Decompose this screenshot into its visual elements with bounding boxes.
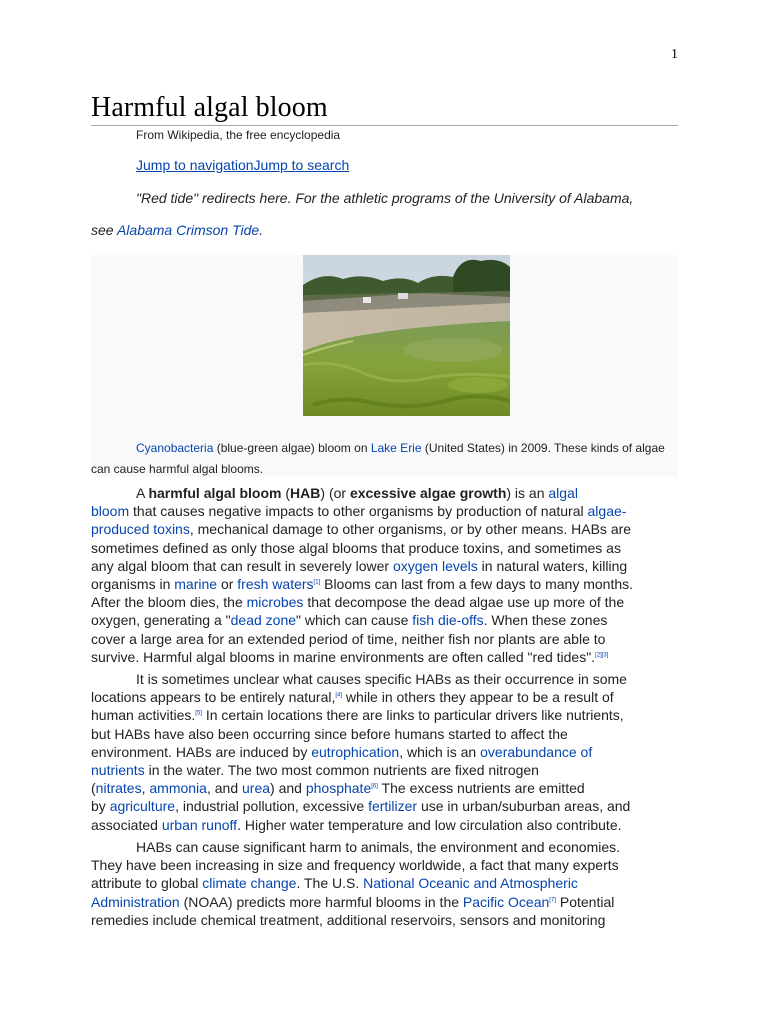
text: environment. HABs are induced by <box>91 743 312 760</box>
eutrophication-link[interactable]: eutrophication <box>311 743 400 760</box>
bold-term: HAB <box>290 485 321 501</box>
text: ( <box>91 780 96 797</box>
fertilizer-link[interactable]: fertilizer <box>368 798 418 815</box>
hatnote-period: . <box>259 222 264 238</box>
text: HABs can cause significant harm to animals, the environment and economies. <box>136 839 621 855</box>
dead-zone-link[interactable]: dead zone <box>230 612 297 629</box>
bold-term: excessive algae growth <box>349 485 507 501</box>
text: The excess nutrients are emitted <box>377 780 585 797</box>
agriculture-link[interactable]: agriculture <box>109 798 176 815</box>
urban-runoff-link[interactable]: urban runoff <box>161 816 238 833</box>
text: locations appears to be entirely natural, <box>91 689 336 706</box>
microbes-link[interactable]: microbes <box>246 594 304 611</box>
text: . The U.S. <box>296 875 364 892</box>
figure-caption <box>91 438 678 480</box>
urea-link[interactable]: urea <box>242 780 271 797</box>
page-number: 1 <box>671 47 678 62</box>
noaa-link[interactable]: National Oceanic and Atmospheric <box>363 875 578 892</box>
caption-line-2: can cause harmful algal blooms. <box>91 462 264 476</box>
figure-box <box>91 255 678 477</box>
text: cover a large area for an extended period of time, neither fish nor plants are able to <box>91 630 606 647</box>
text: oxygen, generating a " <box>91 612 231 629</box>
text: (NOAA) predicts more harmful blooms in the <box>179 893 463 910</box>
text: It is sometimes unclear what causes specific HABs as their occurrence in some <box>136 671 627 687</box>
text: sometimes defined as only those algal blooms that produce toxins, and sometimes as <box>91 539 621 556</box>
text: survive. Harmful algal blooms in marine environments are often called "red tides". <box>91 648 596 665</box>
text: . When these zones <box>483 612 608 629</box>
fresh-waters-link[interactable]: fresh waters <box>237 576 314 593</box>
title-underline <box>91 125 678 126</box>
overabundance-of-nutrients-link[interactable]: nutrients <box>91 762 145 779</box>
text: ) (or <box>320 485 350 501</box>
citation-link[interactable]: [7] <box>549 896 556 903</box>
citation-link[interactable]: [4] <box>335 692 343 699</box>
paragraph-3 <box>91 838 681 929</box>
climate-change-link[interactable]: climate change <box>202 875 297 892</box>
text: organisms in <box>91 576 175 593</box>
caption-line-1 <box>91 438 678 459</box>
page-title: Harmful algal bloom <box>91 92 328 123</box>
text: , industrial pollution, excessive <box>175 798 369 815</box>
fish-die-offs-link[interactable]: fish die-offs <box>412 612 484 629</box>
text: Blooms can last from a few days to many months. <box>320 576 634 593</box>
text: ) and <box>270 780 306 797</box>
text: attribute to global <box>91 875 203 892</box>
text: remedies include chemical treatment, additional reservoirs, sensors and monitoring <box>91 911 606 928</box>
text: human activities. <box>91 707 196 724</box>
phosphate-link[interactable]: phosphate <box>305 780 372 797</box>
pacific-ocean-link[interactable]: Pacific Ocean <box>462 893 550 910</box>
text: A <box>136 485 149 501</box>
algal-bloom-link[interactable]: bloom <box>91 503 130 520</box>
text: in natural waters, killing <box>477 557 628 574</box>
citation-link[interactable]: [1] <box>313 579 321 586</box>
text: In certain locations there are links to particular drivers like nutrients, <box>201 707 624 724</box>
text: while in others they appear to be a result of <box>342 689 614 706</box>
text: , and <box>206 780 242 797</box>
lake-erie-algae-photo[interactable] <box>303 255 510 416</box>
marine-link[interactable]: marine <box>174 576 218 593</box>
text: that decompose the dead algae use up more of the <box>303 594 625 611</box>
text: that causes negative impacts to other organisms by production of natural <box>129 503 588 520</box>
hatnote-line-1: "Red tide" redirects here. For the athletic programs of the University of Alabama, <box>136 190 634 206</box>
overabundance-of-nutrients-link[interactable]: overabundance of <box>480 743 593 760</box>
hatnote-see: see <box>91 222 117 238</box>
site-tagline: From Wikipedia, the free encyclopedia <box>136 128 341 142</box>
text: " which can cause <box>296 612 413 629</box>
text: , <box>141 780 150 797</box>
text: , which is an <box>399 743 481 760</box>
citation-link[interactable]: [6] <box>371 783 378 790</box>
noaa-link[interactable]: Administration <box>91 893 180 910</box>
algae-toxins-link[interactable]: algae- <box>587 503 627 520</box>
jump-to-navigation-link[interactable]: Jump to navigation <box>136 157 254 173</box>
lake-erie-link[interactable]: Lake Erie <box>370 441 422 455</box>
citation-link[interactable]: [2][3] <box>595 652 609 659</box>
text: or <box>217 576 238 593</box>
citation-link[interactable]: [5] <box>195 710 202 717</box>
algal-bloom-link[interactable]: algal <box>548 485 578 501</box>
text: associated <box>91 816 162 833</box>
text: ( <box>281 485 291 501</box>
text: They have been increasing in size and frequency worldwide, a fact that many experts <box>91 857 619 874</box>
text: by <box>91 798 110 815</box>
algae-toxins-link[interactable]: produced toxins <box>91 521 190 538</box>
caption-text: (blue-green algae) bloom on <box>213 441 371 455</box>
text: ) is an <box>506 485 549 501</box>
text: in the water. The two most common nutrients are fixed nitrogen <box>144 762 539 779</box>
text: Potential <box>555 893 615 910</box>
hatnote-line-2 <box>91 222 263 238</box>
oxygen-levels-link[interactable]: oxygen levels <box>392 557 478 574</box>
text: use in urban/suburban areas, and <box>417 798 631 815</box>
text: . Higher water temperature and low circulation also contribute. <box>237 816 622 833</box>
paragraph-2 <box>91 670 681 834</box>
bold-term: harmful algal bloom <box>148 485 282 501</box>
text: After the bloom dies, the <box>91 594 247 611</box>
paragraph-1 <box>91 484 681 666</box>
nitrates-link[interactable]: nitrates <box>95 780 142 797</box>
alabama-crimson-tide-link[interactable]: Alabama Crimson Tide <box>116 222 260 238</box>
jump-links <box>136 157 349 173</box>
cyanobacteria-link[interactable]: Cyanobacteria <box>136 441 214 455</box>
caption-text: (United States) in 2009. These kinds of algae <box>421 441 665 455</box>
jump-to-search-link[interactable]: Jump to search <box>253 157 350 173</box>
text: , mechanical damage to other organisms, or by other means. HABs are <box>189 521 632 538</box>
ammonia-link[interactable]: ammonia <box>149 780 207 797</box>
text: any algal bloom that can result in severely lower <box>91 557 393 574</box>
text: but HABs have also been occurring since before humans started to affect the <box>91 725 568 742</box>
